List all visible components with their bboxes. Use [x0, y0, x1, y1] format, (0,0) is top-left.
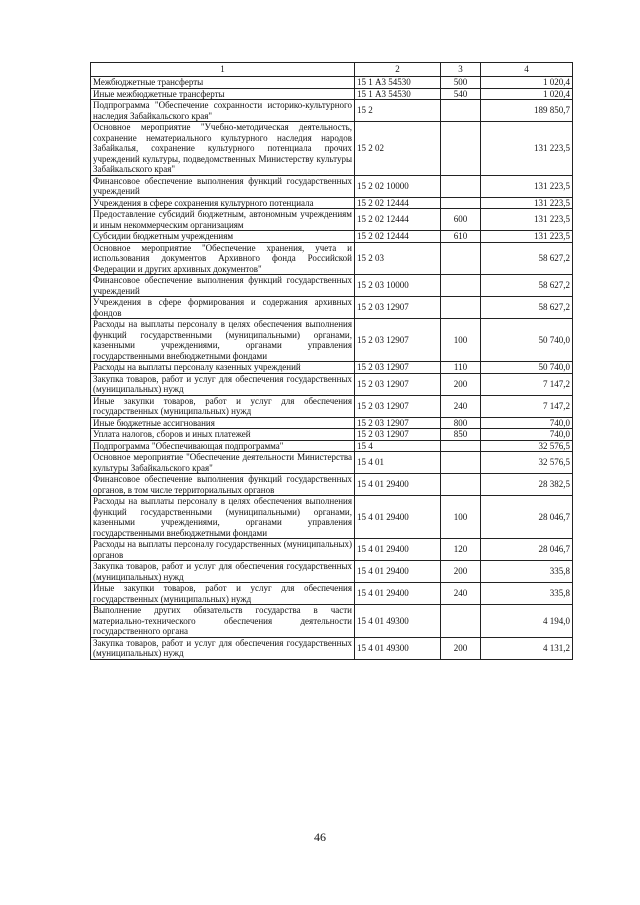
target-article-code-cell: 15 2 03 12907	[355, 429, 441, 441]
table-row	[91, 362, 573, 374]
table-row	[91, 395, 573, 417]
expense-name-cell: Основное мероприятие "Обеспечение деятельности Министерства культуры Забайкальского края"	[91, 452, 355, 474]
expense-type-code-cell: 240	[441, 583, 481, 605]
expense-type-code-cell: 540	[441, 88, 481, 100]
target-article-code-cell: 15 1 А3 54530	[355, 77, 441, 89]
expense-name-cell: Иные закупки товаров, работ и услуг для обеспечения государственных (муниципальных) нужд	[91, 395, 355, 417]
amount-cell: 32 576,5	[481, 440, 573, 452]
target-article-code-cell: 15 2 03 12907	[355, 395, 441, 417]
table-row	[91, 452, 573, 474]
target-article-code-cell: 15 4 01 29400	[355, 583, 441, 605]
expense-name-cell: Иные закупки товаров, работ и услуг для обеспечения государственных (муниципальных) нужд	[91, 583, 355, 605]
table-row	[91, 297, 573, 319]
expense-name-cell: Учреждения в сфере формирования и содержания архивных фондов	[91, 297, 355, 319]
table-row	[91, 77, 573, 89]
expense-type-code-cell: 600	[441, 209, 481, 231]
amount-cell: 131 223,5	[481, 122, 573, 176]
expense-name-cell: Выполнение других обязательств государства в части материально-технического обеспечения деятельности государственного органа	[91, 605, 355, 638]
table-row	[91, 209, 573, 231]
target-article-code-cell: 15 4 01 49300	[355, 605, 441, 638]
expense-name-cell: Закупка товаров, работ и услуг для обеспечения государственных (муниципальных) нужд	[91, 637, 355, 659]
table-row	[91, 605, 573, 638]
table-body	[91, 77, 573, 660]
expense-name-cell: Расходы на выплаты персоналу в целях обеспечения выполнения функций государственными (муниципальными) органами, казенными учреждениями, органами управления государственными внебюджетными фондами	[91, 319, 355, 362]
expense-type-code-cell	[441, 122, 481, 176]
expense-type-code-cell	[441, 100, 481, 122]
expense-type-code-cell: 850	[441, 429, 481, 441]
target-article-code-cell: 15 4 01 29400	[355, 496, 441, 539]
table-row	[91, 242, 573, 275]
expense-type-code-cell: 200	[441, 561, 481, 583]
budget-table	[90, 62, 573, 660]
expense-name-cell: Основное мероприятие "Обеспечение хранения, учета и использования документов Архивного фонда Российской Федерации и других архивных документов"	[91, 242, 355, 275]
amount-cell: 50 740,0	[481, 362, 573, 374]
amount-cell: 28 046,7	[481, 496, 573, 539]
expense-type-code-cell: 610	[441, 231, 481, 243]
expense-name-cell: Подпрограмма "Обеспечивающая подпрограмма"	[91, 440, 355, 452]
amount-cell: 28 382,5	[481, 474, 573, 496]
amount-cell: 58 627,2	[481, 242, 573, 275]
target-article-code-cell: 15 4 01	[355, 452, 441, 474]
target-article-code-cell: 15 4 01 29400	[355, 539, 441, 561]
expense-name-cell: Предоставление субсидий бюджетным, автономным учреждениям и иным некоммерческим организациям	[91, 209, 355, 231]
table-row	[91, 275, 573, 297]
expense-type-code-cell	[441, 275, 481, 297]
table-row	[91, 539, 573, 561]
table-row	[91, 122, 573, 176]
expense-name-cell: Расходы на выплаты персоналу казенных учреждений	[91, 362, 355, 374]
expense-type-code-cell: 200	[441, 637, 481, 659]
table-row	[91, 440, 573, 452]
amount-cell: 335,8	[481, 561, 573, 583]
expense-type-code-cell	[441, 474, 481, 496]
expense-name-cell: Закупка товаров, работ и услуг для обеспечения государственных (муниципальных) нужд	[91, 561, 355, 583]
amount-cell: 7 147,2	[481, 373, 573, 395]
target-article-code-cell: 15 2 03 12907	[355, 373, 441, 395]
expense-name-cell: Уплата налогов, сборов и иных платежей	[91, 429, 355, 441]
table-row	[91, 175, 573, 197]
table-row	[91, 561, 573, 583]
table-row	[91, 231, 573, 243]
expense-name-cell: Иные межбюджетные трансферты	[91, 88, 355, 100]
target-article-code-cell: 15 2 03 12907	[355, 297, 441, 319]
expense-name-cell: Субсидии бюджетным учреждениям	[91, 231, 355, 243]
expense-name-cell: Иные бюджетные ассигнования	[91, 417, 355, 429]
expense-name-cell: Финансовое обеспечение выполнения функций государственных учреждений	[91, 275, 355, 297]
target-article-code-cell: 15 2 03 12907	[355, 417, 441, 429]
target-article-code-cell: 15 4	[355, 440, 441, 452]
amount-cell: 335,8	[481, 583, 573, 605]
target-article-code-cell: 15 2 03 10000	[355, 275, 441, 297]
target-article-code-cell: 15 2 02	[355, 122, 441, 176]
amount-cell: 740,0	[481, 417, 573, 429]
table-row	[91, 100, 573, 122]
page-number: 46	[314, 830, 326, 844]
expense-name-cell: Подпрограмма "Обеспечение сохранности историко-культурного наследия Забайкальского края"	[91, 100, 355, 122]
target-article-code-cell: 15 2 02 12444	[355, 197, 441, 209]
amount-cell: 32 576,5	[481, 452, 573, 474]
amount-cell: 50 740,0	[481, 319, 573, 362]
table-row	[91, 373, 573, 395]
expense-type-code-cell	[441, 297, 481, 319]
expense-type-code-cell: 100	[441, 319, 481, 362]
target-article-code-cell: 15 2 02 12444	[355, 209, 441, 231]
expense-type-code-cell	[441, 175, 481, 197]
expense-type-code-cell	[441, 197, 481, 209]
expense-type-code-cell: 120	[441, 539, 481, 561]
expense-type-code-cell: 800	[441, 417, 481, 429]
target-article-code-cell: 15 4 01 29400	[355, 474, 441, 496]
expense-name-cell: Основное мероприятие "Учебно-методическая деятельность, сохранение нематериального культурного наследия народов Забайкалья, сохранение культурного потенциала прочих учреждений культуры, подведомственных Министерству культуры Забайкальского края"	[91, 122, 355, 176]
amount-cell: 7 147,2	[481, 395, 573, 417]
expense-name-cell: Межбюджетные трансферты	[91, 77, 355, 89]
table-row	[91, 319, 573, 362]
expense-type-code-cell: 500	[441, 77, 481, 89]
amount-cell: 58 627,2	[481, 297, 573, 319]
amount-cell: 131 223,5	[481, 209, 573, 231]
column-header: 2	[355, 63, 441, 77]
table-row	[91, 429, 573, 441]
target-article-code-cell: 15 2 02 12444	[355, 231, 441, 243]
table-row	[91, 417, 573, 429]
amount-cell: 740,0	[481, 429, 573, 441]
expense-type-code-cell	[441, 440, 481, 452]
table-row	[91, 474, 573, 496]
target-article-code-cell: 15 2 03 12907	[355, 319, 441, 362]
expense-type-code-cell	[441, 242, 481, 275]
expense-name-cell: Учреждения в сфере сохранения культурного потенциала	[91, 197, 355, 209]
column-header: 4	[481, 63, 573, 77]
target-article-code-cell: 15 2 02 10000	[355, 175, 441, 197]
expense-type-code-cell: 100	[441, 496, 481, 539]
expense-type-code-cell	[441, 605, 481, 638]
target-article-code-cell: 15 2 03 12907	[355, 362, 441, 374]
target-article-code-cell: 15 4 01 49300	[355, 637, 441, 659]
column-header: 3	[441, 63, 481, 77]
target-article-code-cell: 15 1 А3 54530	[355, 88, 441, 100]
target-article-code-cell: 15 2	[355, 100, 441, 122]
column-header: 1	[91, 63, 355, 77]
expense-type-code-cell	[441, 452, 481, 474]
table-row	[91, 88, 573, 100]
table-row	[91, 637, 573, 659]
amount-cell: 4 194,0	[481, 605, 573, 638]
table-row	[91, 496, 573, 539]
expense-type-code-cell: 240	[441, 395, 481, 417]
amount-cell: 58 627,2	[481, 275, 573, 297]
amount-cell: 131 223,5	[481, 231, 573, 243]
expense-name-cell: Расходы на выплаты персоналу государственных (муниципальных) органов	[91, 539, 355, 561]
expense-name-cell: Закупка товаров, работ и услуг для обеспечения государственных (муниципальных) нужд	[91, 373, 355, 395]
expense-type-code-cell: 200	[441, 373, 481, 395]
amount-cell: 189 850,7	[481, 100, 573, 122]
table-row	[91, 197, 573, 209]
amount-cell: 131 223,5	[481, 197, 573, 209]
expense-name-cell: Финансовое обеспечение выполнения функций государственных органов, в том числе территориальных органов	[91, 474, 355, 496]
amount-cell: 4 131,2	[481, 637, 573, 659]
amount-cell: 1 020,4	[481, 88, 573, 100]
target-article-code-cell: 15 4 01 29400	[355, 561, 441, 583]
table-header-row	[91, 63, 573, 77]
target-article-code-cell: 15 2 03	[355, 242, 441, 275]
expense-name-cell: Финансовое обеспечение выполнения функций государственных учреждений	[91, 175, 355, 197]
amount-cell: 131 223,5	[481, 175, 573, 197]
expense-name-cell: Расходы на выплаты персоналу в целях обеспечения выполнения функций государственными (муниципальными) органами, казенными учреждениями, органами управления государственными внебюджетными фондами	[91, 496, 355, 539]
expense-type-code-cell: 110	[441, 362, 481, 374]
amount-cell: 28 046,7	[481, 539, 573, 561]
table-row	[91, 583, 573, 605]
amount-cell: 1 020,4	[481, 77, 573, 89]
